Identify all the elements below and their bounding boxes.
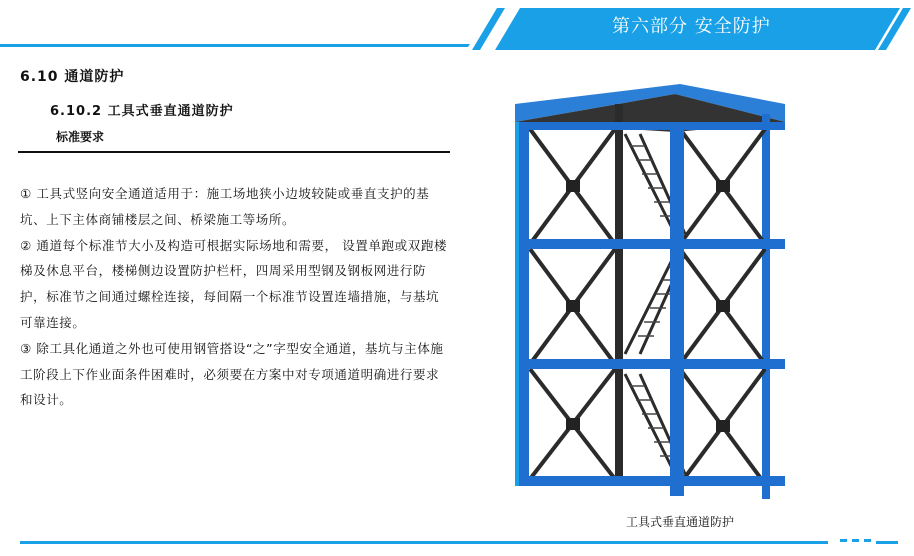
section-title: 6.10 通道防护 <box>20 69 125 85</box>
header-band <box>0 0 914 50</box>
paragraph-3: ③ 除工具化通道之外也可使用钢管搭设“之”字型安全通道，基坑与主体施工阶段上下作业面条件困难时，必须要在方案中对专项通道明确进行要求和设计。 <box>20 340 444 408</box>
body-text <box>20 181 452 413</box>
section-subtitle: 6.10.2 工具式垂直通道防护 <box>50 104 234 119</box>
heading-rule <box>18 151 450 153</box>
part-title: 第六部分 安全防护 <box>612 16 771 37</box>
paragraph-1: ① 工具式竖向安全通道适用于：施工场地狭小边坡较陡或垂直支护的基坑、上下主体商铺楼层之间、桥梁施工等场所。 <box>20 186 430 227</box>
figure-caption: 工具式垂直通道防护 <box>625 515 734 529</box>
vertical-passage-tower-illustration <box>500 84 800 504</box>
standard-heading: 标准要求 <box>56 130 105 144</box>
footer-band <box>0 535 914 556</box>
paragraph-2: ② 通道每个标准节大小及构造可根据实际场地和需要， 设置单跑或双跑楼梯及休息平台，楼梯侧边设置防护栏杆，四周采用型钢及钢板网进行防护，标准节之间通过螺栓连接，每间隔一个标准节设置连墙措施，与基坑可靠连接。 <box>20 237 448 330</box>
